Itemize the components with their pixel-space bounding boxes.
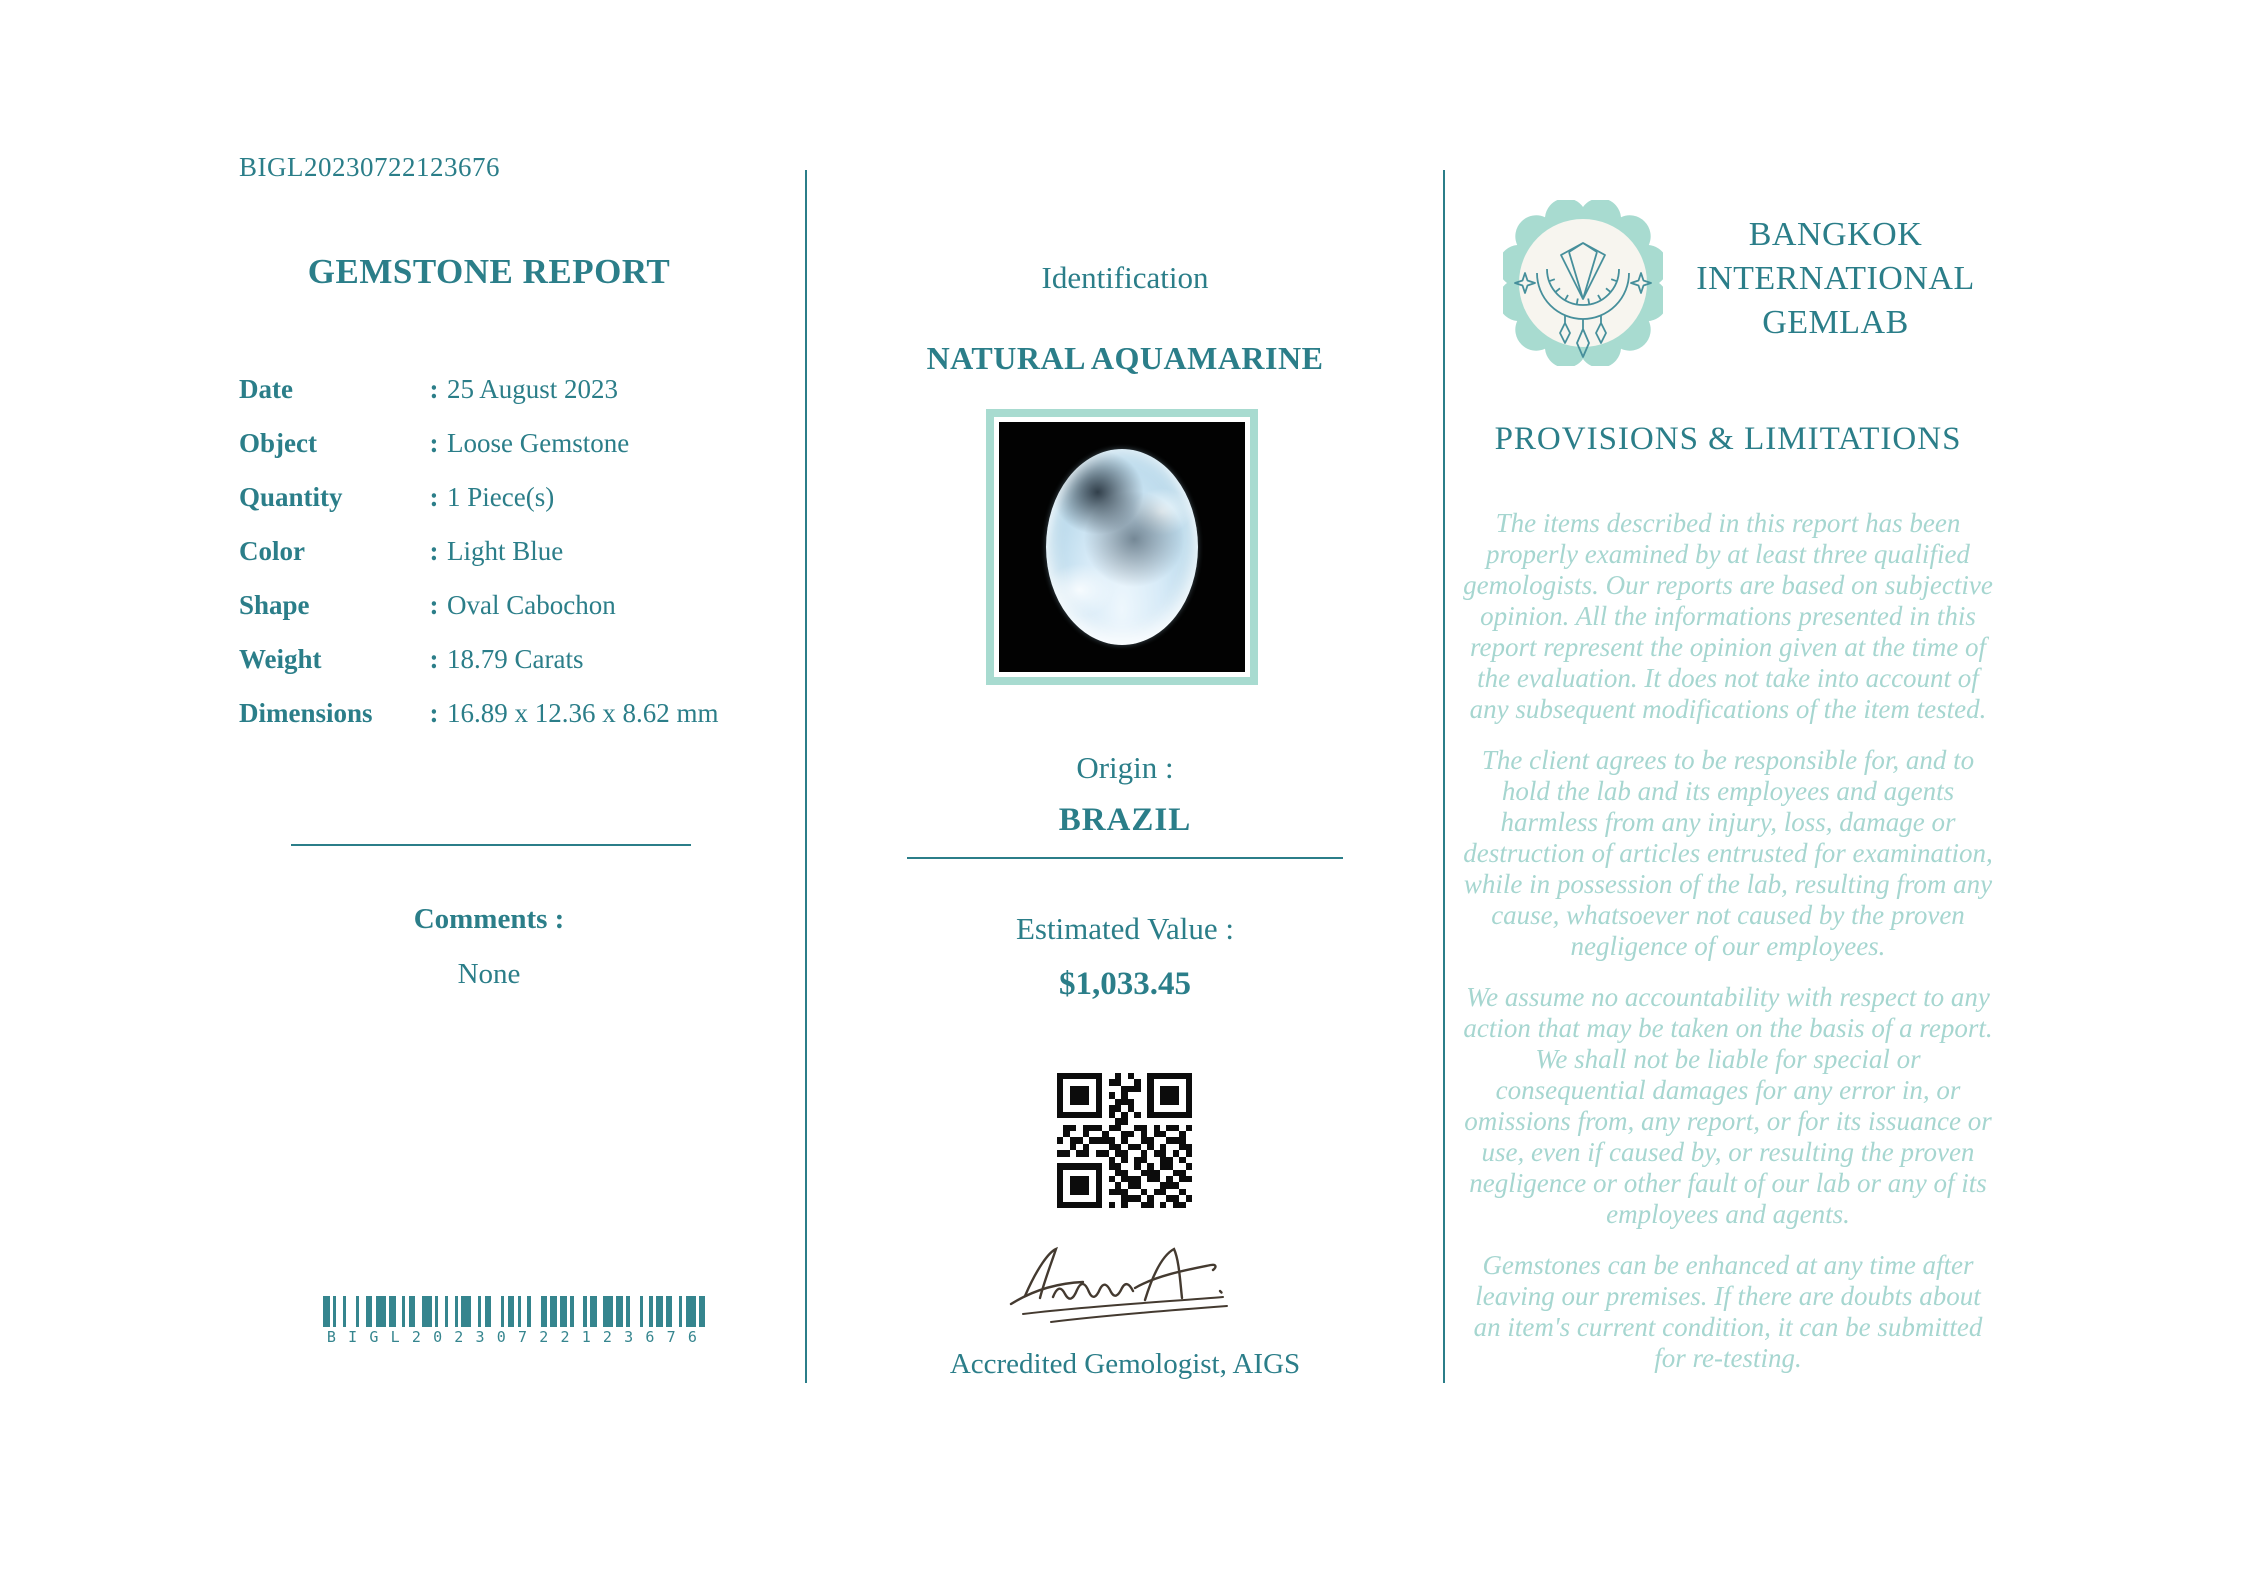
- identification-heading: Identification: [1041, 260, 1209, 295]
- field-label: Dimensions: [239, 697, 373, 728]
- field-value: 1 Piece(s): [447, 481, 555, 512]
- field-value: 25 August 2023: [447, 373, 619, 404]
- origin-value: BRAZIL: [1058, 802, 1192, 838]
- comments-value: None: [457, 958, 521, 990]
- field-value: Oval Cabochon: [447, 589, 616, 620]
- field-label: Color: [239, 535, 305, 566]
- field-value: Light Blue: [447, 535, 564, 566]
- lab-name: [1678, 213, 1993, 345]
- lab-name-line: INTERNATIONAL: [1696, 260, 1975, 297]
- field-value: 16.89 x 12.36 x 8.62 mm: [447, 697, 719, 728]
- column-divider-right: [1443, 170, 1445, 1383]
- barcode-bars: [323, 1296, 713, 1327]
- field-label: Shape: [239, 589, 310, 620]
- field-value: Loose Gemstone: [447, 427, 630, 458]
- table-row: [239, 416, 739, 470]
- field-value: 18.79 Carats: [447, 643, 584, 674]
- field-label: Quantity: [239, 481, 343, 512]
- comments-label: Comments :: [413, 903, 565, 935]
- gemstone-photo: [994, 417, 1250, 677]
- field-colon: :: [429, 697, 439, 728]
- table-row: [239, 632, 739, 686]
- details-table: [239, 362, 739, 740]
- origin-label: Origin :: [1076, 750, 1174, 785]
- field-colon: :: [429, 481, 439, 512]
- column-divider-left: [805, 170, 807, 1383]
- barcode-text: BIGL20230722123676: [326, 1328, 710, 1346]
- gemstone-photo-frame: [986, 409, 1258, 685]
- provisions-paragraph: The items described in this report has been properly examined by at least three qualified gemologists. Our reports are based on subjective opinion. All the informations presented in this report represent the opinion given at the time of the evaluation. It does not take into account of any subsequent modifications of the item tested.: [1463, 508, 1993, 724]
- report-number: BIGL20230722123676: [239, 152, 500, 182]
- field-colon: :: [429, 589, 439, 620]
- table-row: [239, 686, 739, 740]
- value-divider: [907, 857, 1343, 859]
- field-label: Object: [239, 427, 317, 458]
- field-colon: :: [429, 643, 439, 674]
- field-label: Weight: [239, 643, 322, 674]
- provisions-paragraph: We assume no accountability with respect to any action that may be taken on the basis of a report. We shall not be liable for special or consequential damages for any error in, or omissions from, any report, or for its issuance or use, even if caused by, or resulting the proven negligence or other fault of our lab or any of its employees and agents.: [1463, 982, 1993, 1229]
- comments-divider: [291, 844, 691, 846]
- table-row: [239, 578, 739, 632]
- provisions-paragraph: Gemstones can be enhanced at any time after leaving our premises. If there are doubts about an item's current condition, it can be submitted for re-testing.: [1473, 1250, 1983, 1373]
- qr-code: [1057, 1073, 1192, 1208]
- provisions-paragraph: The client agrees to be responsible for, and to hold the lab and its employees and agents harmless from any injury, loss, damage or destruction of articles entrusted for examination, while in possession of the lab, resulting from any cause, whatsoever not caused by the proven negligence of our employees.: [1463, 745, 1993, 961]
- table-row: [239, 470, 739, 524]
- table-row: [239, 524, 739, 578]
- provisions-heading: PROVISIONS & LIMITATIONS: [1494, 421, 1962, 457]
- estimated-value-label: Estimated Value :: [1015, 911, 1235, 946]
- provisions-text: [1463, 508, 1993, 1394]
- field-colon: :: [429, 535, 439, 566]
- table-row: [239, 362, 739, 416]
- lab-name-line: GEMLAB: [1762, 304, 1909, 341]
- report-title: GEMSTONE REPORT: [307, 252, 671, 291]
- identification-result: NATURAL AQUAMARINE: [926, 340, 1324, 376]
- gemstone-image: [1046, 449, 1198, 645]
- lab-name-line: BANGKOK: [1748, 216, 1923, 253]
- gemlab-logo-icon: [1503, 200, 1663, 366]
- field-colon: :: [429, 427, 439, 458]
- estimated-value-amount: $1,033.45: [1059, 966, 1191, 1002]
- barcode: [323, 1296, 713, 1346]
- gemologist-signature: [995, 1236, 1255, 1340]
- field-label: Date: [239, 373, 293, 404]
- signatory-title: Accredited Gemologist, AIGS: [949, 1348, 1301, 1380]
- field-colon: :: [429, 373, 439, 404]
